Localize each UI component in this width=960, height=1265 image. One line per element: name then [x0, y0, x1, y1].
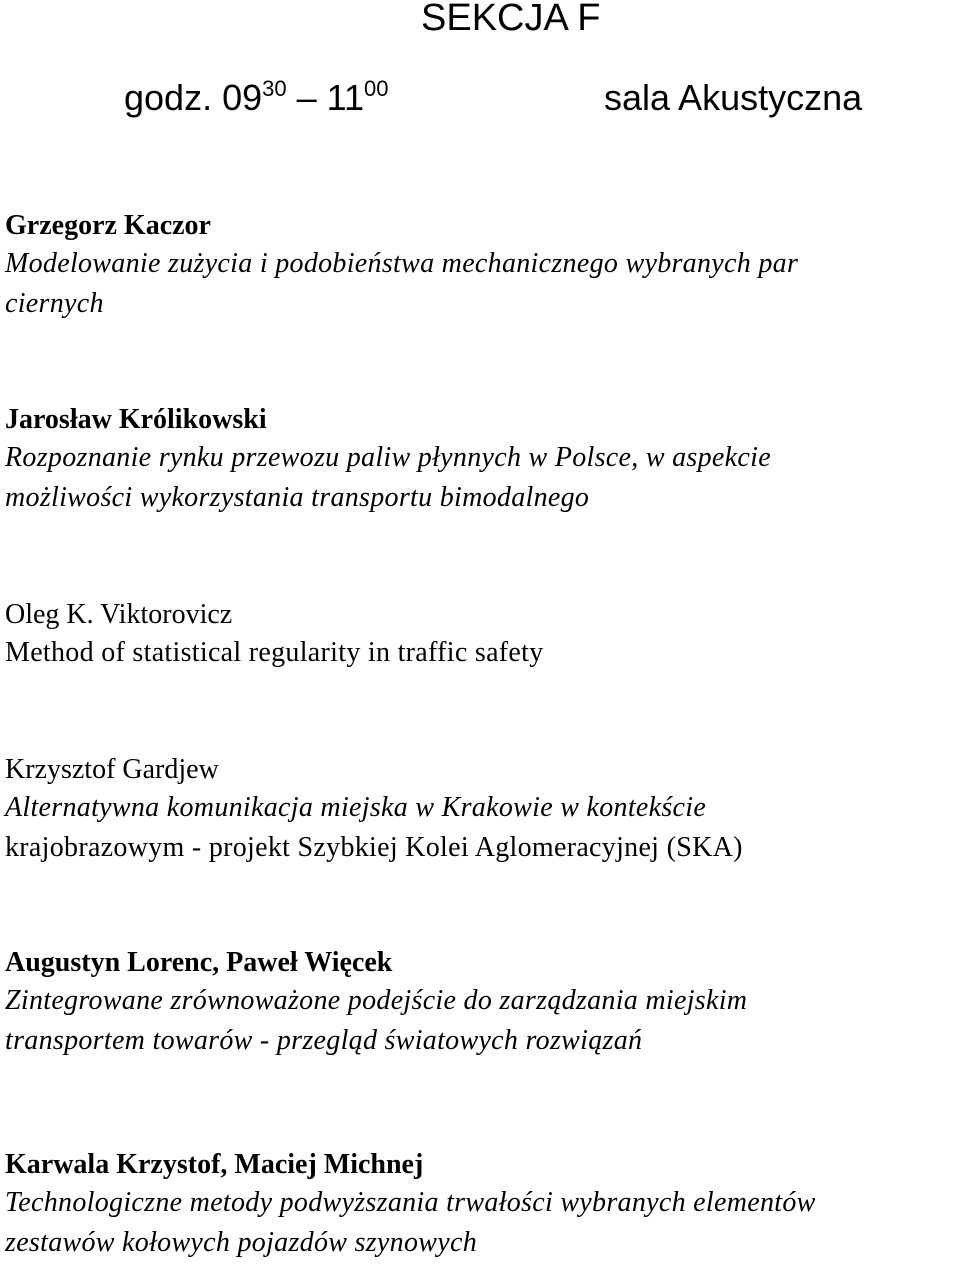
title-line: Modelowanie zużycia i podobieństwa mechanicznego wybranych par	[5, 248, 799, 279]
presentation-title	[5, 1183, 957, 1263]
presentation-author: Augustyn Lorenc, Paweł Więcek	[5, 947, 393, 978]
title-line: Zintegrowane zrównoważone podejście do zarządzania miejskim	[5, 985, 748, 1016]
presentation-entry	[5, 597, 957, 673]
presentation-author: Krzysztof Gardjew	[5, 754, 219, 785]
session-time	[124, 76, 389, 125]
presentation-entry	[5, 752, 957, 868]
title-line: Alternatywna komunikacja miejska w Krakowie w kontekście	[5, 792, 707, 823]
title-line: Rozpoznanie rynku przewozu paliw płynnych w Polsce, w aspekcie	[5, 442, 771, 473]
presentation-author: Jarosław Królikowski	[5, 404, 267, 435]
title-line: krajobrazowym - projekt Szybkiej Kolei Aglomeracyjnej (SKA)	[5, 832, 743, 863]
presentation-author: Oleg K. Viktorovicz	[5, 599, 233, 630]
title-line: możliwości wykorzystania transportu bimodalnego	[5, 482, 590, 513]
title-line: Method of statistical regularity in traffic safety	[5, 637, 544, 668]
presentation-title	[5, 788, 957, 868]
session-room: sala Akustyczna	[604, 77, 863, 118]
time-prefix: godz. 09	[124, 77, 263, 118]
title-line: Technologiczne metody podwyższania trwałości wybranych elementów	[5, 1187, 816, 1218]
time-end-minutes: 00	[364, 76, 389, 101]
time-separator: – 11	[286, 77, 365, 118]
presentation-author: Karwala Krzystof, Maciej Michnej	[5, 1149, 424, 1180]
presentation-entry	[5, 208, 957, 324]
time-start-minutes: 30	[262, 76, 287, 101]
title-line: ciernych	[5, 288, 104, 319]
presentation-title	[5, 633, 957, 673]
title-line: zestawów kołowych pojazdów szynowych	[5, 1227, 477, 1258]
presentation-title	[5, 981, 957, 1061]
presentation-title	[5, 244, 957, 324]
presentation-author: Grzegorz Kaczor	[5, 210, 211, 241]
presentation-title	[5, 438, 957, 518]
presentation-entry	[5, 945, 957, 1061]
title-line: transportem towarów - przegląd światowych rozwiązań	[5, 1025, 643, 1056]
section-title: SEKCJA F	[421, 0, 601, 39]
presentation-entry	[5, 1147, 957, 1263]
presentation-entry	[5, 402, 957, 518]
